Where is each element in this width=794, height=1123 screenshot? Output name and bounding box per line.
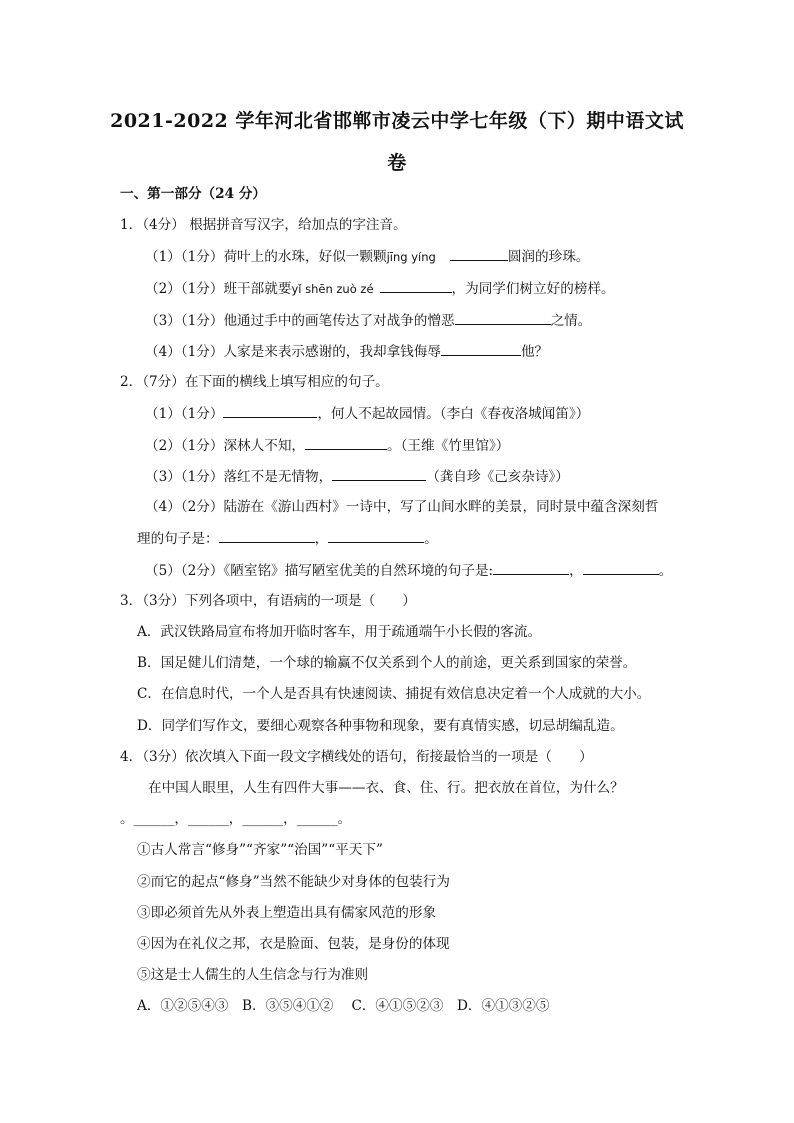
q1-item-1-tail: 圆润的珍珠。 [507, 249, 590, 265]
q2-item-1 [145, 403, 589, 424]
q4-passage: 在中国人眼里，人生有四件大事——衣、食、住、行。把衣放在首位，为什么？ [148, 780, 624, 796]
q4-blanks-line: 。______，______，______，______。 [120, 811, 352, 827]
q2-item-5 [145, 560, 672, 581]
q3-option-a[interactable]: A．武汉铁路局宣布将加开临时客车，用于疏通端午小长假的客流。 [137, 624, 542, 640]
answer-blank[interactable] [450, 246, 508, 261]
q4-answer-choices[interactable]: A．①②⑤④③ B．③⑤④①② C．④①⑤②③ D．④①③②⑤ [137, 998, 550, 1014]
q2-item-2-text: （2）（1分）深林人不知， [145, 438, 306, 454]
q1-item-4-text: （4）（1分）人家是来表示感谢的，我却拿钱侮辱 [145, 344, 441, 360]
q1-item-3-tail: 之情。 [550, 313, 592, 329]
exam-title-line2: 卷 [387, 152, 407, 174]
answer-blank[interactable] [441, 341, 521, 356]
q4-sentence-2: ②而它的起点“修身”当然不能缺少对身体的包装行为 [137, 874, 450, 890]
q1-item-4 [145, 341, 548, 362]
q1-item-3-text: （3）（1分）他通过手中的画笔传达了对战争的憎恶 [145, 313, 455, 329]
q2-item-3-text: （3）（1分）落红不是无情物， [145, 469, 333, 485]
answer-blank[interactable] [332, 466, 426, 481]
q4-sentence-4: ④因为在礼仪之邦，衣是脸面、包装，是身份的体现 [137, 936, 450, 952]
q1-item-2-pinyin: yǐ shēn zuò zé [291, 282, 374, 296]
q2-item-1-text: （1）（1分） [145, 406, 224, 422]
q2-item-3 [145, 466, 569, 487]
q1-item-2-tail: ，为同学们树立好的榜样。 [451, 281, 615, 297]
answer-blank[interactable] [583, 560, 659, 575]
answer-blank[interactable] [493, 560, 569, 575]
q4-sentence-3: ③即必须首先从外表上塑造出具有儒家风范的形象 [137, 905, 437, 921]
q1-item-3 [145, 310, 591, 331]
q2-item-2 [145, 435, 509, 456]
punct: ， [569, 563, 583, 579]
q2-item-4-line1: （4）（2分）陆游在《游山西村》一诗中，写了山间水畔的美景，同时景中蕴含深刻哲 [145, 499, 659, 515]
q2-item-2-tail: 。（王维《竹里馆》） [387, 438, 510, 454]
punct: 。 [658, 563, 673, 579]
q2-stem: 2．（7分）在下面的横线上填写相应的句子。 [120, 374, 389, 390]
answer-blank[interactable] [455, 310, 551, 325]
q2-item-3-tail: （龚自珍《己亥杂诗》） [426, 469, 569, 485]
q4-sentence-5: ⑤这是士人儒生的人生信念与行为准则 [137, 967, 369, 983]
q1-item-1-text: （1）（1分）荷叶上的水珠，好似一颗颗 [145, 249, 387, 265]
q1-stem: 1．（4分） 根据拼音写汉字，给加点的字注音。 [120, 217, 407, 233]
answer-blank[interactable] [328, 528, 424, 543]
q1-item-2-text: （2）（1分）班干部就要 [145, 281, 292, 297]
answer-blank[interactable] [305, 435, 387, 450]
q1-item-4-tail: 他？ [520, 344, 549, 360]
q3-option-c[interactable]: C．在信息时代，一个人是否具有快速阅读、捕捉有效信息决定着一个人成就的大小。 [137, 686, 651, 702]
section-heading: 一、第一部分（24 分） [120, 186, 266, 202]
answer-blank[interactable] [223, 403, 317, 418]
q3-option-d[interactable]: D．同学们写作文，要细心观察各种事物和现象，要有真情实感，切忌胡编乱造。 [137, 718, 624, 734]
q4-sentence-1: ①古人常言“修身”“齐家”“治国”“平天下” [137, 842, 383, 858]
q1-item-2 [145, 278, 615, 299]
q1-item-1-pinyin: jīng yíng [386, 250, 436, 264]
q2-item-4-text: 理的句子是： [137, 531, 219, 547]
q2-item-5-text: （5）（2分）《陋室铭》描写陋室优美的自然环境的句子是: [145, 563, 494, 579]
q2-item-1-tail: ，何人不起故园情。（李白《春夜洛城闻笛》） [317, 406, 590, 422]
exam-title-line1: 2021-2022 学年河北省邯郸市凌云中学七年级（下）期中语文试 [110, 110, 684, 132]
punct: 。 [424, 531, 438, 547]
q2-item-4-line2 [137, 528, 438, 549]
answer-blank[interactable] [219, 528, 315, 543]
q3-option-b[interactable]: B．国足健儿们清楚，一个球的输赢不仅关系到个人的前途，更关系到国家的荣誉。 [137, 655, 637, 671]
q1-item-1 [145, 246, 589, 267]
q3-stem: 3．（3分）下列各项中，有语病的一项是（ ） [120, 593, 416, 609]
answer-blank[interactable] [380, 278, 452, 293]
q4-stem: 4．（3分）依次填入下面一段文字横线处的语句，衔接最恰当的一项是（ ） [120, 749, 593, 765]
punct: ， [314, 531, 329, 547]
